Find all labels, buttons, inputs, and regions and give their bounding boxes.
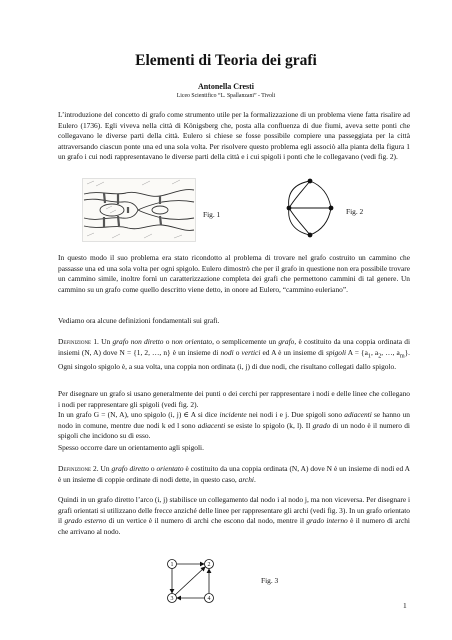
definition-1-paragraph (58, 337, 410, 372)
def1-text: , è costituito da una coppia ordinata di insiemi (N, A) dove N = {1, 2, …, n} è un insieme di (58, 337, 411, 357)
node-2-label: 2 (207, 562, 211, 568)
incidence-text: In un grafo G = (N, A), uno spigolo (i, j) ∈ A si dice (58, 410, 220, 420)
euler-paragraph: In questo modo il suo problema era stato ricondotto al problema di trovare nel grafo costruito un cammino che passasse una ed una sola volta per ogni spigolo. Eulero dimostrò che per il grafo in questione non era possibile trovare un cammino simile, inoltre fornì un caratterizzazione completa dei grafi che permettono cammini di tal genere. Un cammino su un grafo come quello descritto viene detto, in onore ad Eulero, “cammino euleriano”. (58, 253, 410, 294)
graph-node (287, 206, 292, 211)
subscript: 2 (378, 353, 382, 360)
directed-text: è il numero di archi che arrivano al nodo. (58, 516, 410, 536)
author-affiliation: Liceo Scientifico “L. Spallanzani” - Tivoli (176, 93, 276, 99)
incidence-text: se esiste lo spigolo (k, l). Il (225, 420, 313, 430)
term-arcs: archi (238, 474, 254, 484)
edge-top-left-inner (289, 181, 310, 208)
euler-graph-figure (283, 178, 337, 238)
representation-paragraph (58, 389, 410, 442)
incidence-text: di un nodo è il numero di spigoli che incidono su di esso. (58, 420, 410, 441)
subscript: m (399, 353, 405, 360)
orientation-sentence: Spesso occorre dare un orientamento agli spigoli. (58, 443, 204, 452)
incidence-text: nei nodi i e j. Due spigoli sono (246, 410, 345, 420)
term-in-degree: grado interno (306, 516, 348, 526)
def1-text: o (233, 347, 242, 357)
fig2-caption: Fig. 2 (346, 207, 364, 216)
term-out-degree: grado esterno (64, 516, 107, 526)
incidence-text: se hanno un nodo in comune, mentre due nodi k ed l sono (58, 410, 410, 430)
node-3-label: 3 (170, 596, 174, 602)
definitions-intro: Vediamo ora alcune definizioni fondamentali sui grafi. (58, 316, 220, 325)
term-non-oriented: non orientato (171, 337, 213, 346)
document-title: Elementi di Teoria dei grafi (135, 52, 317, 69)
graph-node (308, 233, 313, 238)
def1-text: Un (98, 337, 113, 346)
subscript: 1 (367, 353, 371, 360)
directed-text: di un vertice è il numero di archi che escono dal nodo, mentre il (106, 516, 307, 526)
def2-text: Un (98, 464, 112, 473)
def2-text: . (253, 474, 256, 484)
term-adjacent: adiacenti (344, 410, 372, 420)
edge-top-right (310, 181, 331, 208)
term-incident: incidente (219, 410, 247, 420)
definition-2-paragraph (58, 464, 410, 485)
def2-text: è costituito da una coppia ordinata (N, A) dove N è un insieme di nodi ed A è un insieme di coppie ordinate di nodi dette, in questo caso, (58, 464, 411, 484)
node-1-label: 1 (170, 562, 174, 568)
graph-node (329, 206, 334, 211)
fig3-caption: Fig. 3 (261, 576, 279, 585)
term-degree: grado (312, 420, 331, 430)
intro-paragraph: L’introduzione del concetto di grafo come strumento utile per la formalizzazione di un problema viene fatta risalire ad Eulero (1736). Egli viveva nella città di Königsberg che, posta alla confluenza di due fiumi, aveva sette ponti che collegavano le diverse parti della città. Eulero si chiese se fosse possibile compiere una passeggiata per la città attraversando ciascun ponte una ed una sola volta. Per risolvere questo problema egli associò alla pianta della figura 1 un grafo i cui nodi rappresentavano le diverse parti della città e i cui spigoli i ponti che le collegavano (vedi fig. 2). (58, 110, 410, 162)
term-vertices: vertici (241, 347, 261, 357)
directed-text: Quindi in un grafo diretto l’arco (i, j) stabilisce un collegamento dal nodo i al nodo j, ma non viceversa. Per disegnare i grafi orientati si utilizzano delle frecce anziché delle linee per rappresentare gli archi (vedi fig. 3). In un grafo orientato il (58, 495, 410, 526)
term-oriented: orientato (156, 464, 184, 473)
fig1-caption: Fig. 1 (203, 210, 221, 219)
node-4-label: 4 (207, 596, 211, 602)
graph-node (308, 179, 313, 184)
term-nodes: nodi (220, 347, 234, 357)
def1-text: ed A è un insieme di (260, 347, 326, 357)
term-directed-graph: grafo diretto (111, 464, 149, 473)
page-number: 1 (403, 601, 407, 610)
def1-text: }. Ogni singolo spigolo è, a sua volta, una coppia non ordinata (i, j) di due nodi, che risultano collegati dallo spigolo. (58, 347, 411, 371)
term-edges: spigoli (325, 347, 347, 357)
def1-text: , …, a (381, 347, 400, 357)
def1-text: , o semplicemente un (212, 337, 279, 346)
definition-2-label: Definizione 2. (58, 464, 99, 473)
definition-1-label: Definizione 1. (58, 337, 99, 346)
term-adjacent: adiacenti (197, 420, 226, 430)
term-graph: grafo (278, 337, 295, 346)
def1-text: , a (370, 347, 379, 357)
arc-3-2 (175, 567, 205, 595)
directed-graph-paragraph (58, 495, 410, 537)
term-undirected-graph: grafo non diretto (112, 337, 164, 346)
def1-text: A = {a (346, 347, 368, 357)
def2-text: o (148, 464, 157, 473)
def1-text: o (163, 337, 172, 346)
edge-bottom-right (310, 208, 331, 235)
representation-text: Per disegnare un grafo si usano generalmente dei punti o dei cerchi per rappresentare i nodi e delle linee che collegano i nodi per rappresentare gli spigoli (vedi fig. 2). (58, 389, 410, 409)
konigsberg-map-figure (82, 178, 196, 242)
author-name: Antonella Cresti (197, 82, 255, 91)
directed-graph-figure (161, 556, 221, 606)
